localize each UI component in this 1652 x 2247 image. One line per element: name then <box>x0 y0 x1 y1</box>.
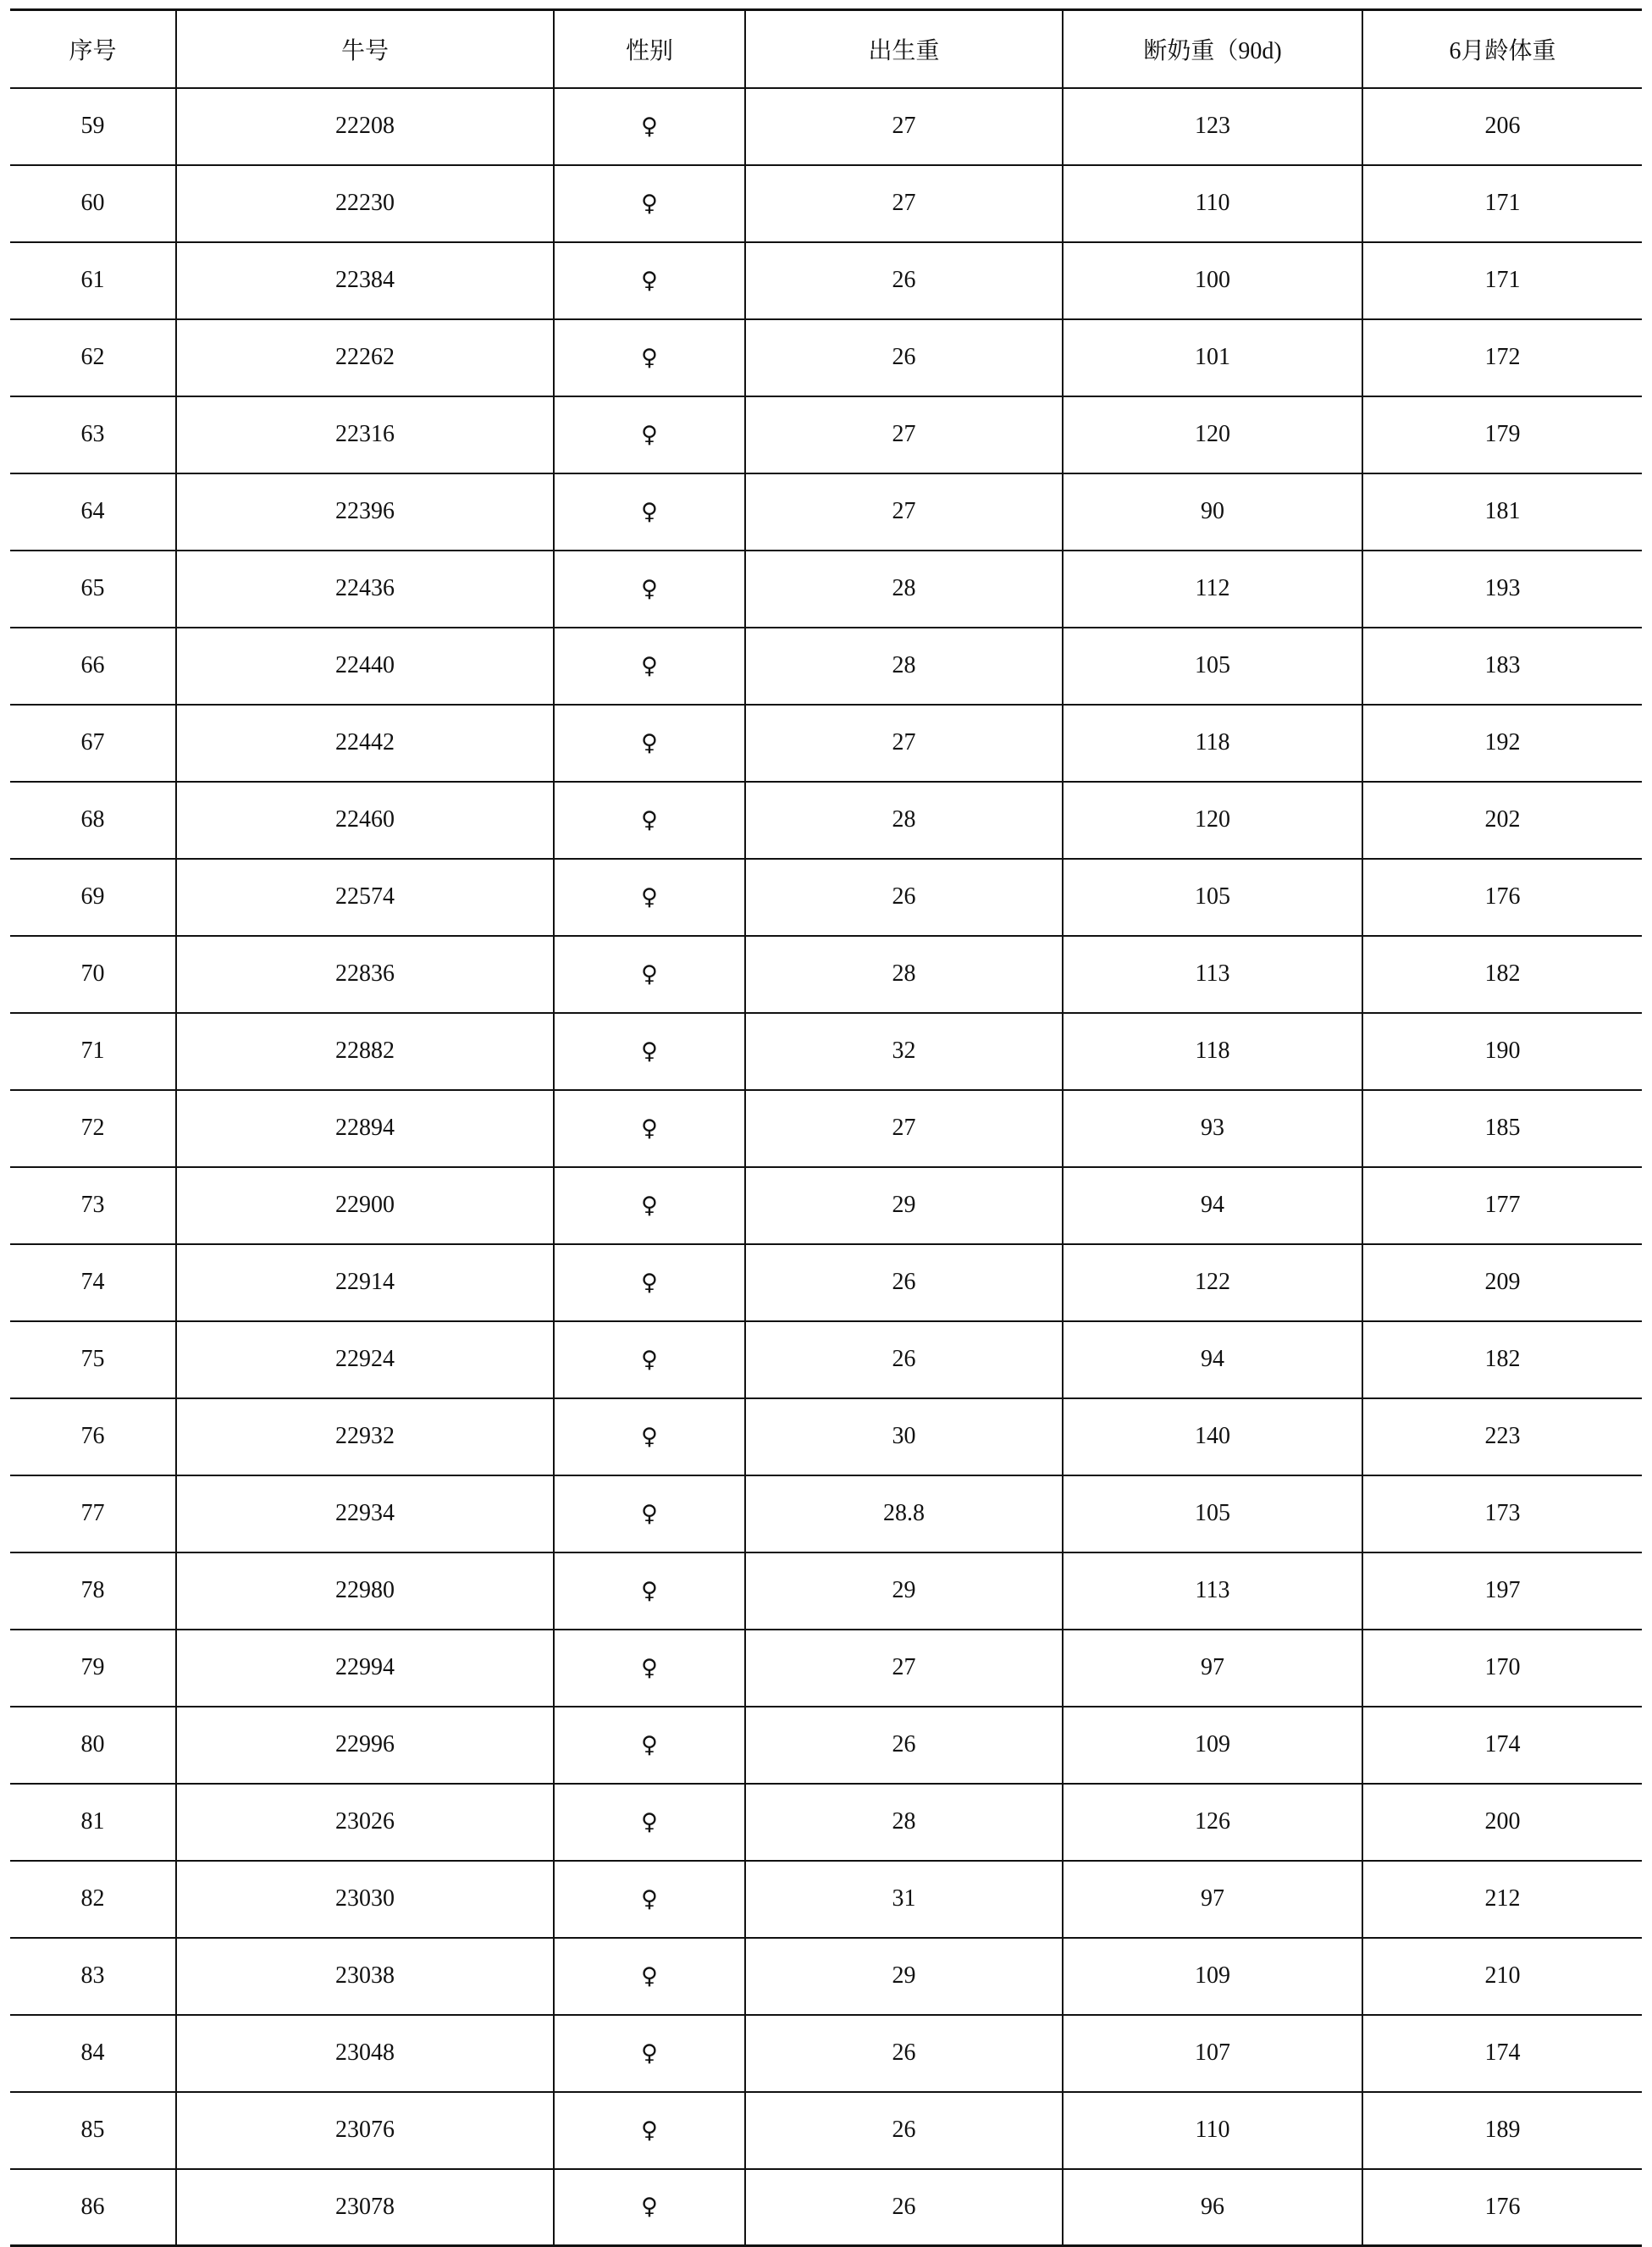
six-month-weight-cell: 176 <box>1362 2169 1642 2246</box>
cattle-id-cell: 22396 <box>176 473 554 551</box>
six-month-weight-cell: 210 <box>1362 1938 1642 2015</box>
weaning-weight-cell: 94 <box>1063 1321 1362 1398</box>
cattle-id-cell: 23048 <box>176 2015 554 2092</box>
six-month-weight-cell: 209 <box>1362 1244 1642 1321</box>
weaning-weight-cell: 109 <box>1063 1707 1362 1784</box>
birth-weight-cell: 26 <box>745 1244 1063 1321</box>
table-row <box>10 473 1642 551</box>
birth-weight-cell: 28 <box>745 551 1063 628</box>
cattle-id-cell: 23038 <box>176 1938 554 2015</box>
weaning-weight-cell: 100 <box>1063 242 1362 319</box>
six-month-weight-cell: 181 <box>1362 473 1642 551</box>
weaning-weight-cell: 140 <box>1063 1398 1362 1475</box>
six-month-weight-cell: 189 <box>1362 2092 1642 2169</box>
cattle-id-cell: 22230 <box>176 165 554 242</box>
weaning-weight-cell: 105 <box>1063 1475 1362 1552</box>
table-row <box>10 936 1642 1013</box>
sex-cell: ♀ <box>554 551 745 628</box>
six-month-weight-cell: 174 <box>1362 1707 1642 1784</box>
table-row <box>10 1630 1642 1707</box>
birth-weight-cell: 31 <box>745 1861 1063 1938</box>
sex-cell: ♀ <box>554 936 745 1013</box>
birth-weight-cell: 32 <box>745 1013 1063 1090</box>
weaning-weight-cell: 105 <box>1063 628 1362 705</box>
serial-number-cell: 64 <box>10 473 176 551</box>
sex-cell: ♀ <box>554 1398 745 1475</box>
cattle-weight-table <box>10 8 1642 2247</box>
birth-weight-cell: 26 <box>745 319 1063 396</box>
weaning-weight-cell: 122 <box>1063 1244 1362 1321</box>
six-month-weight-cell: 212 <box>1362 1861 1642 1938</box>
six-month-weight-cell: 171 <box>1362 242 1642 319</box>
cattle-id-cell: 23030 <box>176 1861 554 1938</box>
table-row <box>10 1013 1642 1090</box>
cattle-id-cell: 22894 <box>176 1090 554 1167</box>
birth-weight-cell: 26 <box>745 1707 1063 1784</box>
birth-weight-cell: 29 <box>745 1938 1063 2015</box>
six-month-weight-cell: 182 <box>1362 1321 1642 1398</box>
cattle-id-cell: 22440 <box>176 628 554 705</box>
table-row <box>10 242 1642 319</box>
sex-cell: ♀ <box>554 2015 745 2092</box>
cattle-id-cell: 22996 <box>176 1707 554 1784</box>
birth-weight-cell: 30 <box>745 1398 1063 1475</box>
six-month-weight-cell: 185 <box>1362 1090 1642 1167</box>
table-row <box>10 705 1642 782</box>
sex-cell: ♀ <box>554 1630 745 1707</box>
serial-number-cell: 72 <box>10 1090 176 1167</box>
weaning-weight-cell: 101 <box>1063 319 1362 396</box>
serial-number-cell: 86 <box>10 2169 176 2246</box>
sex-cell: ♀ <box>554 396 745 473</box>
cattle-id-cell: 22208 <box>176 88 554 165</box>
table-row <box>10 1398 1642 1475</box>
weaning-weight-cell: 97 <box>1063 1630 1362 1707</box>
six-month-weight-cell: 172 <box>1362 319 1642 396</box>
sex-cell: ♀ <box>554 782 745 859</box>
birth-weight-cell: 28 <box>745 782 1063 859</box>
birth-weight-cell: 26 <box>745 242 1063 319</box>
table-row <box>10 2169 1642 2246</box>
birth-weight-cell: 28.8 <box>745 1475 1063 1552</box>
table-row <box>10 551 1642 628</box>
serial-number-cell: 85 <box>10 2092 176 2169</box>
weaning-weight-cell: 109 <box>1063 1938 1362 2015</box>
table-row <box>10 1938 1642 2015</box>
weaning-weight-cell: 123 <box>1063 88 1362 165</box>
birth-weight-cell: 29 <box>745 1167 1063 1244</box>
cattle-id-cell: 22460 <box>176 782 554 859</box>
birth-weight-cell: 27 <box>745 473 1063 551</box>
birth-weight-cell: 26 <box>745 2015 1063 2092</box>
cattle-id-cell: 22980 <box>176 1552 554 1630</box>
six-month-weight-cell: 193 <box>1362 551 1642 628</box>
serial-number-cell: 66 <box>10 628 176 705</box>
cattle-id-cell: 22900 <box>176 1167 554 1244</box>
cattle-id-cell: 22436 <box>176 551 554 628</box>
sex-cell: ♀ <box>554 2169 745 2246</box>
cattle-id-cell: 22934 <box>176 1475 554 1552</box>
cattle-id-cell: 23076 <box>176 2092 554 2169</box>
six-month-weight-cell: 206 <box>1362 88 1642 165</box>
table-row <box>10 88 1642 165</box>
cattle-id-cell: 22932 <box>176 1398 554 1475</box>
six-month-weight-cell: 190 <box>1362 1013 1642 1090</box>
weaning-weight-cell: 110 <box>1063 2092 1362 2169</box>
table-row <box>10 396 1642 473</box>
sex-cell: ♀ <box>554 88 745 165</box>
birth-weight-cell: 26 <box>745 1321 1063 1398</box>
table-row <box>10 782 1642 859</box>
birth-weight-cell: 27 <box>745 1090 1063 1167</box>
table-row <box>10 1552 1642 1630</box>
six-month-weight-cell: 192 <box>1362 705 1642 782</box>
weaning-weight-cell: 97 <box>1063 1861 1362 1938</box>
table-row <box>10 1475 1642 1552</box>
birth-weight-cell: 27 <box>745 1630 1063 1707</box>
birth-weight-cell: 26 <box>745 859 1063 936</box>
sex-cell: ♀ <box>554 1167 745 1244</box>
serial-number-cell: 77 <box>10 1475 176 1552</box>
six-month-weight-cell: 182 <box>1362 936 1642 1013</box>
serial-number-cell: 63 <box>10 396 176 473</box>
serial-number-cell: 70 <box>10 936 176 1013</box>
birth-weight-cell: 28 <box>745 1784 1063 1861</box>
table-row <box>10 1321 1642 1398</box>
serial-number-cell: 68 <box>10 782 176 859</box>
table-row <box>10 2092 1642 2169</box>
cattle-id-cell: 22574 <box>176 859 554 936</box>
serial-number-cell: 78 <box>10 1552 176 1630</box>
serial-number-cell: 62 <box>10 319 176 396</box>
table-row <box>10 1861 1642 1938</box>
cattle-id-cell: 23026 <box>176 1784 554 1861</box>
six-month-weight-cell: 179 <box>1362 396 1642 473</box>
weaning-weight-cell: 94 <box>1063 1167 1362 1244</box>
six-month-weight-cell: 223 <box>1362 1398 1642 1475</box>
table-row <box>10 628 1642 705</box>
serial-number-cell: 84 <box>10 2015 176 2092</box>
weaning-weight-cell: 105 <box>1063 859 1362 936</box>
table-row <box>10 859 1642 936</box>
six-month-weight-cell: 176 <box>1362 859 1642 936</box>
weaning-weight-cell: 110 <box>1063 165 1362 242</box>
sex-cell: ♀ <box>554 2092 745 2169</box>
birth-weight-cell: 27 <box>745 88 1063 165</box>
table-row <box>10 319 1642 396</box>
weaning-weight-cell: 126 <box>1063 1784 1362 1861</box>
serial-number-cell: 73 <box>10 1167 176 1244</box>
cattle-id-cell: 22384 <box>176 242 554 319</box>
serial-number-cell: 71 <box>10 1013 176 1090</box>
sex-cell: ♀ <box>554 1552 745 1630</box>
table-row <box>10 1167 1642 1244</box>
table-row <box>10 2015 1642 2092</box>
birth-weight-cell: 27 <box>745 705 1063 782</box>
serial-number-cell: 74 <box>10 1244 176 1321</box>
table-row <box>10 1707 1642 1784</box>
birth-weight-cell: 26 <box>745 2169 1063 2246</box>
serial-number-cell: 61 <box>10 242 176 319</box>
header-serial-number: 序号 <box>10 10 176 88</box>
table-row <box>10 165 1642 242</box>
cattle-id-cell: 22316 <box>176 396 554 473</box>
serial-number-cell: 69 <box>10 859 176 936</box>
six-month-weight-cell: 174 <box>1362 2015 1642 2092</box>
sex-cell: ♀ <box>554 859 745 936</box>
sex-cell: ♀ <box>554 473 745 551</box>
cattle-id-cell: 22442 <box>176 705 554 782</box>
sex-cell: ♀ <box>554 1090 745 1167</box>
serial-number-cell: 67 <box>10 705 176 782</box>
table-body <box>10 88 1642 2246</box>
weaning-weight-cell: 118 <box>1063 1013 1362 1090</box>
weaning-weight-cell: 120 <box>1063 782 1362 859</box>
serial-number-cell: 83 <box>10 1938 176 2015</box>
birth-weight-cell: 28 <box>745 628 1063 705</box>
six-month-weight-cell: 183 <box>1362 628 1642 705</box>
six-month-weight-cell: 202 <box>1362 782 1642 859</box>
serial-number-cell: 82 <box>10 1861 176 1938</box>
serial-number-cell: 59 <box>10 88 176 165</box>
cattle-id-cell: 22882 <box>176 1013 554 1090</box>
six-month-weight-cell: 173 <box>1362 1475 1642 1552</box>
serial-number-cell: 65 <box>10 551 176 628</box>
sex-cell: ♀ <box>554 1244 745 1321</box>
header-row <box>10 10 1642 88</box>
birth-weight-cell: 27 <box>745 165 1063 242</box>
sex-cell: ♀ <box>554 628 745 705</box>
table-row <box>10 1784 1642 1861</box>
six-month-weight-cell: 197 <box>1362 1552 1642 1630</box>
sex-cell: ♀ <box>554 165 745 242</box>
sex-cell: ♀ <box>554 1938 745 2015</box>
weaning-weight-cell: 90 <box>1063 473 1362 551</box>
weaning-weight-cell: 118 <box>1063 705 1362 782</box>
header-cattle-id: 牛号 <box>176 10 554 88</box>
serial-number-cell: 76 <box>10 1398 176 1475</box>
six-month-weight-cell: 200 <box>1362 1784 1642 1861</box>
serial-number-cell: 79 <box>10 1630 176 1707</box>
weaning-weight-cell: 120 <box>1063 396 1362 473</box>
sex-cell: ♀ <box>554 1707 745 1784</box>
table-header <box>10 10 1642 88</box>
sex-cell: ♀ <box>554 1321 745 1398</box>
sex-cell: ♀ <box>554 242 745 319</box>
six-month-weight-cell: 170 <box>1362 1630 1642 1707</box>
weaning-weight-cell: 96 <box>1063 2169 1362 2246</box>
cattle-id-cell: 22914 <box>176 1244 554 1321</box>
header-six-month-weight: 6月龄体重 <box>1362 10 1642 88</box>
six-month-weight-cell: 171 <box>1362 165 1642 242</box>
sex-cell: ♀ <box>554 1861 745 1938</box>
sex-cell: ♀ <box>554 1784 745 1861</box>
header-birth-weight: 出生重 <box>745 10 1063 88</box>
table-row <box>10 1244 1642 1321</box>
weaning-weight-cell: 112 <box>1063 551 1362 628</box>
birth-weight-cell: 26 <box>745 2092 1063 2169</box>
sex-cell: ♀ <box>554 1013 745 1090</box>
weaning-weight-cell: 107 <box>1063 2015 1362 2092</box>
serial-number-cell: 81 <box>10 1784 176 1861</box>
serial-number-cell: 75 <box>10 1321 176 1398</box>
six-month-weight-cell: 177 <box>1362 1167 1642 1244</box>
header-sex: 性别 <box>554 10 745 88</box>
cattle-id-cell: 22262 <box>176 319 554 396</box>
cattle-id-cell: 22836 <box>176 936 554 1013</box>
sex-cell: ♀ <box>554 1475 745 1552</box>
table-row <box>10 1090 1642 1167</box>
sex-cell: ♀ <box>554 319 745 396</box>
weaning-weight-cell: 93 <box>1063 1090 1362 1167</box>
header-weaning-weight: 断奶重（90d) <box>1063 10 1362 88</box>
weaning-weight-cell: 113 <box>1063 936 1362 1013</box>
cattle-id-cell: 23078 <box>176 2169 554 2246</box>
cattle-id-cell: 22994 <box>176 1630 554 1707</box>
serial-number-cell: 80 <box>10 1707 176 1784</box>
birth-weight-cell: 29 <box>745 1552 1063 1630</box>
birth-weight-cell: 27 <box>745 396 1063 473</box>
birth-weight-cell: 28 <box>745 936 1063 1013</box>
sex-cell: ♀ <box>554 705 745 782</box>
serial-number-cell: 60 <box>10 165 176 242</box>
cattle-id-cell: 22924 <box>176 1321 554 1398</box>
weaning-weight-cell: 113 <box>1063 1552 1362 1630</box>
